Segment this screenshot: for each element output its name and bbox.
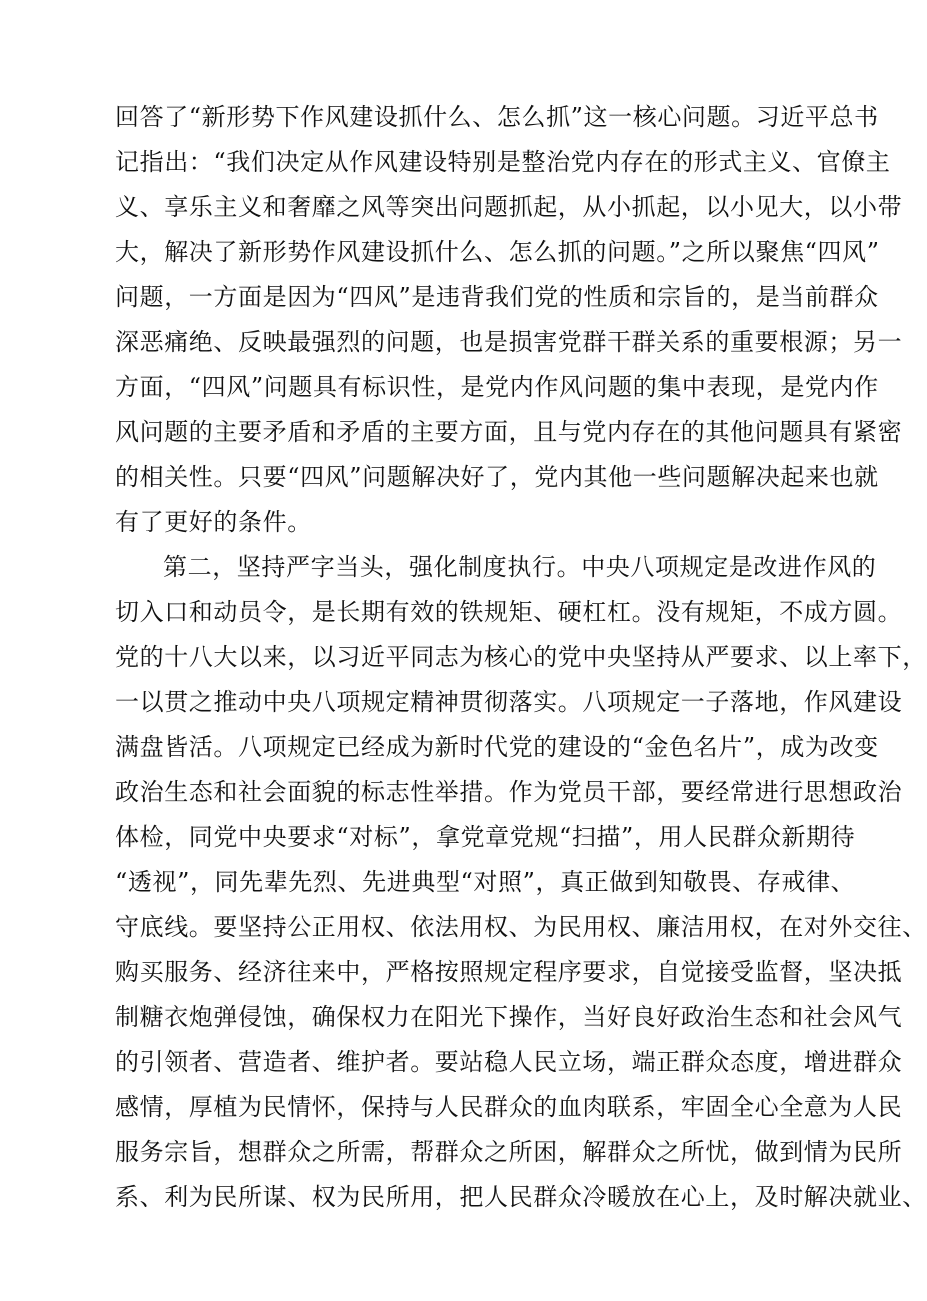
- text-line: 问题，一方面是因为“四风”是违背我们党的性质和宗旨的，是当前群众: [115, 283, 879, 311]
- text-line: 风问题的主要矛盾和矛盾的主要方面，且与党内存在的其他问题具有紧密: [115, 418, 903, 446]
- text-line: “透视”，同先辈先烈、先进典型“对照”，真正做到知敬畏、存戒律、: [115, 868, 856, 896]
- text-line: 记指出：“我们决定从作风建设特别是整治党内存在的形式主义、官僚主: [115, 148, 891, 176]
- text-line: 大，解决了新形势作风建设抓什么、怎么抓的问题。”之所以聚焦“四风”: [115, 238, 880, 266]
- text-line: 有了更好的条件。: [115, 508, 312, 536]
- body-text: [115, 95, 927, 1220]
- text-line: 感情，厚植为民情怀，保持与人民群众的血肉联系，牢固全心全意为人民: [115, 1093, 903, 1121]
- paragraph-1: [115, 95, 903, 545]
- text-line: 系、利为民所谋、权为民所用，把人民群众冷暖放在心上，及时解决就业、: [115, 1183, 927, 1211]
- text-line: 的相关性。只要“四风”问题解决好了，党内其他一些问题解决起来也就: [115, 463, 879, 491]
- text-line: 义、享乐主义和奢靡之风等突出问题抓起，从小抓起，以小见大，以小带: [115, 193, 903, 221]
- text-line: 服务宗旨，想群众之所需，帮群众之所困，解群众之所忧，做到情为民所: [115, 1138, 903, 1166]
- text-line: 满盘皆活。八项规定已经成为新时代党的建设的“金色名片”，成为改变: [115, 733, 879, 761]
- text-line: 政治生态和社会面貌的标志性举措。作为党员干部，要经常进行思想政治: [115, 778, 903, 806]
- text-line: 切入口和动员令，是长期有效的铁规矩、硬杠杠。没有规矩，不成方圆。: [115, 598, 903, 626]
- paragraph-2: [115, 545, 927, 1220]
- text-line: 守底线。要坚持公正用权、依法用权、为民用权、廉洁用权，在对外交往、: [115, 913, 927, 941]
- text-line: 第二，坚持严字当头，强化制度执行。中央八项规定是改进作风的: [163, 553, 877, 581]
- text-line: 购买服务、经济往来中，严格按照规定程序要求，自觉接受监督，坚决抵: [115, 958, 903, 986]
- text-line: 一以贯之推动中央八项规定精神贯彻落实。八项规定一子落地，作风建设: [115, 688, 903, 716]
- text-line: 深恶痛绝、反映最强烈的问题，也是损害党群干群关系的重要根源；另一: [115, 328, 903, 356]
- text-line: 回答了“新形势下作风建设抓什么、怎么抓”这一核心问题。习近平总书: [115, 103, 879, 131]
- text-line: 的引领者、营造者、维护者。要站稳人民立场，端正群众态度，增进群众: [115, 1048, 903, 1076]
- text-line: 体检，同党中央要求“对标”，拿党章党规“扫描”，用人民群众新期待: [115, 823, 856, 851]
- text-line: 方面，“四风”问题具有标识性，是党内作风问题的集中表现，是党内作: [115, 373, 879, 401]
- text-line: 制糖衣炮弹侵蚀，确保权力在阳光下操作，当好良好政治生态和社会风气: [115, 1003, 903, 1031]
- text-line: 党的十八大以来，以习近平同志为核心的党中央坚持从严要求、以上率下，: [115, 643, 927, 671]
